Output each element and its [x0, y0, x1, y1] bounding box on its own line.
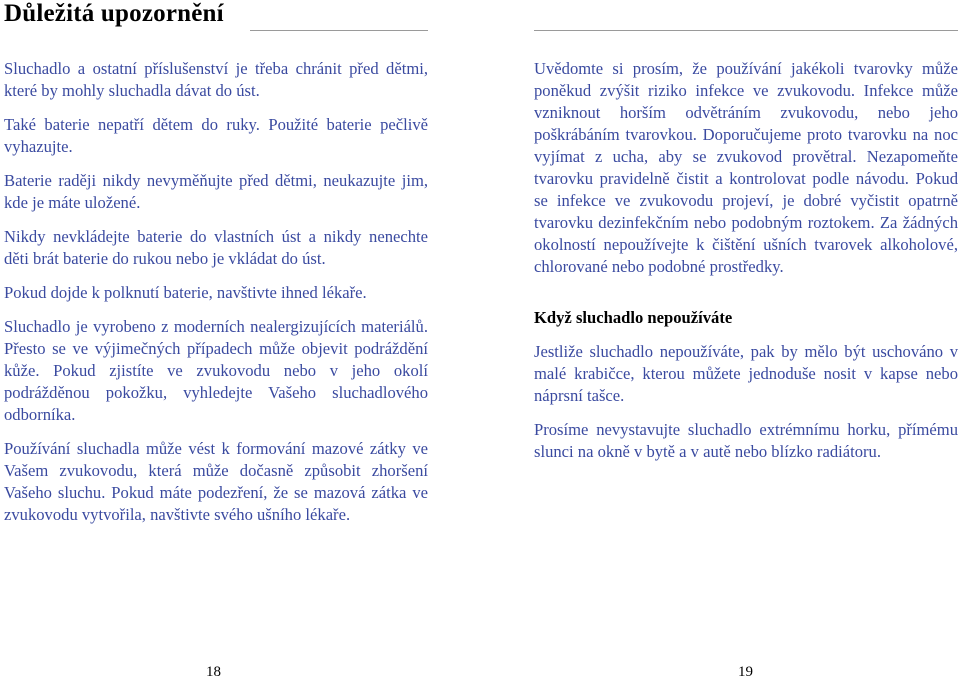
- paragraph: Nikdy nevkládejte baterie do vlastních úst a nikdy nenechte děti brát baterie do rukou nebo je vkládat do úst.: [4, 227, 428, 268]
- page-title: Důležitá upozornění: [4, 0, 224, 27]
- title-rule-left: [250, 30, 428, 31]
- paragraph: Jestliže sluchadlo nepoužíváte, pak by mělo být uschováno v malé krabičce, kterou můžete jednoduše nosit v kapse nebo náprsní tašce.: [534, 342, 958, 405]
- paragraph: Prosíme nevystavujte sluchadlo extrémnímu horku, přímému slunci na okně v bytě a v autě nebo blízko radiátoru.: [534, 420, 958, 461]
- paragraph: Používání sluchadla může vést k formování mazové zátky ve Vašem zvukovodu, která může dočasně způsobit zhoršení Vašeho sluchu. Pokud máte podezření, že se mazová zátka ve zvukovodu vytvořila, navštivte svého ušního lékaře.: [4, 439, 428, 524]
- right-column: [534, 58, 958, 475]
- paragraph: Baterie raději nikdy nevyměňujte před dětmi, neukazujte jim, kde je máte uložené.: [4, 171, 428, 212]
- section-heading: Když sluchadlo nepoužíváte: [534, 308, 733, 327]
- paragraph: Sluchadlo a ostatní příslušenství je třeba chránit před dětmi, které by mohly sluchadla dávat do úst.: [4, 59, 428, 100]
- paragraph: Také baterie nepatří dětem do ruky. Použité baterie pečlivě vyhazujte.: [4, 115, 428, 156]
- page-number-right: 19: [738, 664, 753, 680]
- title-rule-right: [534, 30, 958, 31]
- left-column: [4, 58, 428, 538]
- page-number-left: 18: [206, 664, 221, 680]
- paragraph: Pokud dojde k polknutí baterie, navštivte ihned lékaře.: [4, 283, 367, 302]
- paragraph: Sluchadlo je vyrobeno z moderních nealergizujících materiálů. Přesto se ve výjimečných případech může objevit podráždění kůže. Pokud zjistíte ve zvukovodu nebo v jeho okolí podrážděnou pokožku, vyhledejte Vašeho sluchadlového odborníka.: [4, 317, 428, 424]
- paragraph: Uvědomte si prosím, že používání jakékoli tvarovky může poněkud zvýšit riziko infekce ve zvukovodu. Infekce může vzniknout horším odvětráním zvukovodu, nebo jeho poškrábáním tvarovkou. Doporučujeme proto tvarovku na noc vyjímat z ucha, aby se zvukovod provětral. Nezapomeňte tvarovku pravidelně čistit a kontrolovat podle návodu. Pokud se infekce ve zvukovodu projeví, je dobré vyčistit opatrně tvarovku dezinfekčním nebo podobným roztokem. Za žádných okolností nepoužívejte k čištění ušních tvarovek alkoholové, chlorované nebo podobné prostředky.: [534, 59, 958, 276]
